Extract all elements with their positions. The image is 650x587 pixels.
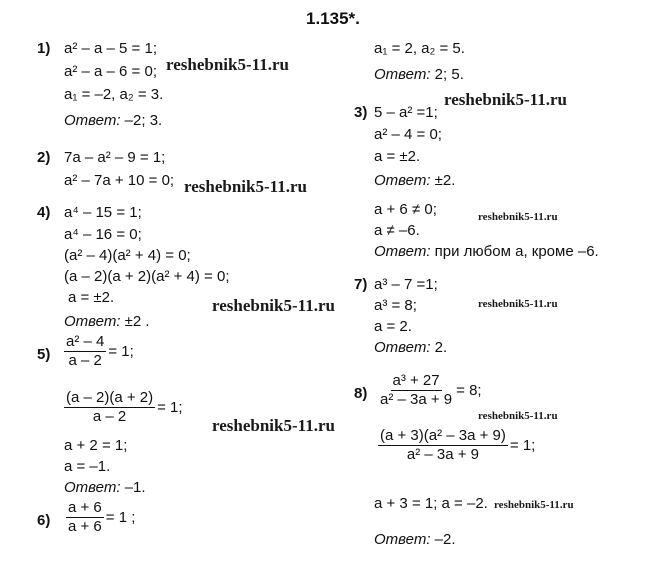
problem-4-line-3: (a² – 4)(a² + 4) = 0; [64,247,191,264]
answer-label: Ответ: [64,313,121,330]
problem-1-answer [64,112,162,129]
problem-7-line-3: a = 2. [374,318,412,335]
problem-5-answer [64,479,146,496]
problem-5-fraction-1 [64,334,134,369]
answer-value: –2; 3. [124,112,163,129]
problem-8-line-1: a + 3 = 1; a = –2. [374,495,488,512]
watermark: reshebnik5-11.ru [184,177,307,196]
problem-2-label: 2) [37,149,51,166]
answer-label: Ответ: [64,112,121,129]
answer-label: Ответ: [374,339,431,356]
problem-1-label: 1) [37,40,51,57]
answer-label: Ответ: [374,243,431,260]
fraction-denominator: a² – 3a + 9 [406,446,480,463]
problem-3-line-1: 5 – a² =1; [374,104,438,121]
problem-3-line-2: a² – 4 = 0; [374,126,442,143]
problem-1-line-3: a₁ = –2, a₂ = 3. [64,86,164,103]
problem-6-fraction [66,500,135,535]
problem-6-line-2: a ≠ –6. [374,222,420,239]
answer-value: –2. [434,531,456,548]
problem-4-line-4: (a – 2)(a + 2)(a² + 4) = 0; [64,268,230,285]
fraction-tail: = 1; [157,399,183,416]
problem-4-line-2: a⁴ – 16 = 0; [64,226,142,243]
problem-7-line-1: a³ – 7 =1; [374,276,438,293]
problem-3-label: 3) [354,104,368,121]
problem-4-answer [64,313,150,330]
problem-8-fraction-1 [378,373,482,408]
problem-3-answer [374,172,455,189]
problem-2-answer [374,66,464,83]
problem-8-fraction-2 [378,428,535,463]
fraction-denominator: a – 2 [92,408,127,425]
watermark: reshebnik5-11.ru [212,296,335,315]
problem-6-line-1: a + 6 ≠ 0; [374,201,437,218]
fraction-denominator: a² – 3a + 9 [380,391,453,408]
problem-4-line-1: a⁴ – 15 = 1; [64,204,142,221]
problem-1-line-1: a² – a – 5 = 1; [64,40,157,57]
answer-value: 2. [434,339,448,356]
fraction-denominator: a + 6 [68,518,102,535]
answer-value: ±2. [434,172,456,189]
watermark: reshebnik5-11.ru [494,499,574,511]
problem-7-answer [374,339,447,356]
fraction-tail: = 1 ; [105,509,136,526]
watermark: reshebnik5-11.ru [478,298,558,310]
fraction-tail: = 1; [509,437,536,454]
problem-2-line-1: 7a – a² – 9 = 1; [64,149,166,166]
answer-label: Ответ: [374,66,431,83]
problem-2-line-3: a₁ = 2, a₂ = 5. [374,40,465,57]
fraction [378,373,454,408]
problem-7-label: 7) [354,276,368,293]
problem-5-line-2: a = –1. [64,458,111,475]
problem-6-answer [374,243,599,260]
problem-5-fraction-2 [64,390,183,425]
answer-label: Ответ: [374,172,431,189]
problem-4-line-5: a = ±2. [68,289,115,306]
watermark: reshebnik5-11.ru [166,55,289,74]
problem-8-label: 8) [354,385,368,402]
fraction [64,334,106,369]
fraction-tail: = 8; [456,382,482,399]
problem-4-label: 4) [37,204,51,221]
watermark: reshebnik5-11.ru [478,211,558,223]
problem-1-line-2: a² – a – 6 = 0; [64,63,157,80]
fraction-numerator: a³ + 27 [392,372,440,389]
fraction-numerator: (a + 3)(a² – 3a + 9) [380,427,506,444]
fraction [64,390,155,425]
problem-2-line-2: a² – 7a + 10 = 0; [64,172,175,189]
answer-value: –1. [124,479,146,496]
watermark: reshebnik5-11.ru [212,416,335,435]
problem-8-answer [374,531,456,548]
fraction-numerator: a + 6 [68,499,102,516]
problem-6-label: 6) [37,512,51,529]
answer-value: 2; 5. [434,66,464,83]
answer-value: при любом a, кроме –6. [434,243,599,260]
problem-5-label: 5) [37,346,51,363]
problem-7-line-2: a³ = 8; [374,297,417,314]
fraction [378,428,508,463]
watermark: reshebnik5-11.ru [478,410,558,422]
fraction-denominator: a – 2 [68,352,102,369]
fraction-tail: = 1; [108,343,134,360]
fraction-numerator: (a – 2)(a + 2) [66,389,154,406]
problem-3-line-3: a = ±2. [374,148,421,165]
answer-label: Ответ: [374,531,431,548]
answer-value: ±2 . [124,313,150,330]
fraction-numerator: a² – 4 [66,333,105,350]
exercise-number: 1.135*. [306,9,360,28]
answer-label: Ответ: [64,479,121,496]
fraction [66,500,104,535]
watermark: reshebnik5-11.ru [444,90,567,109]
problem-5-line-1: a + 2 = 1; [64,437,128,454]
